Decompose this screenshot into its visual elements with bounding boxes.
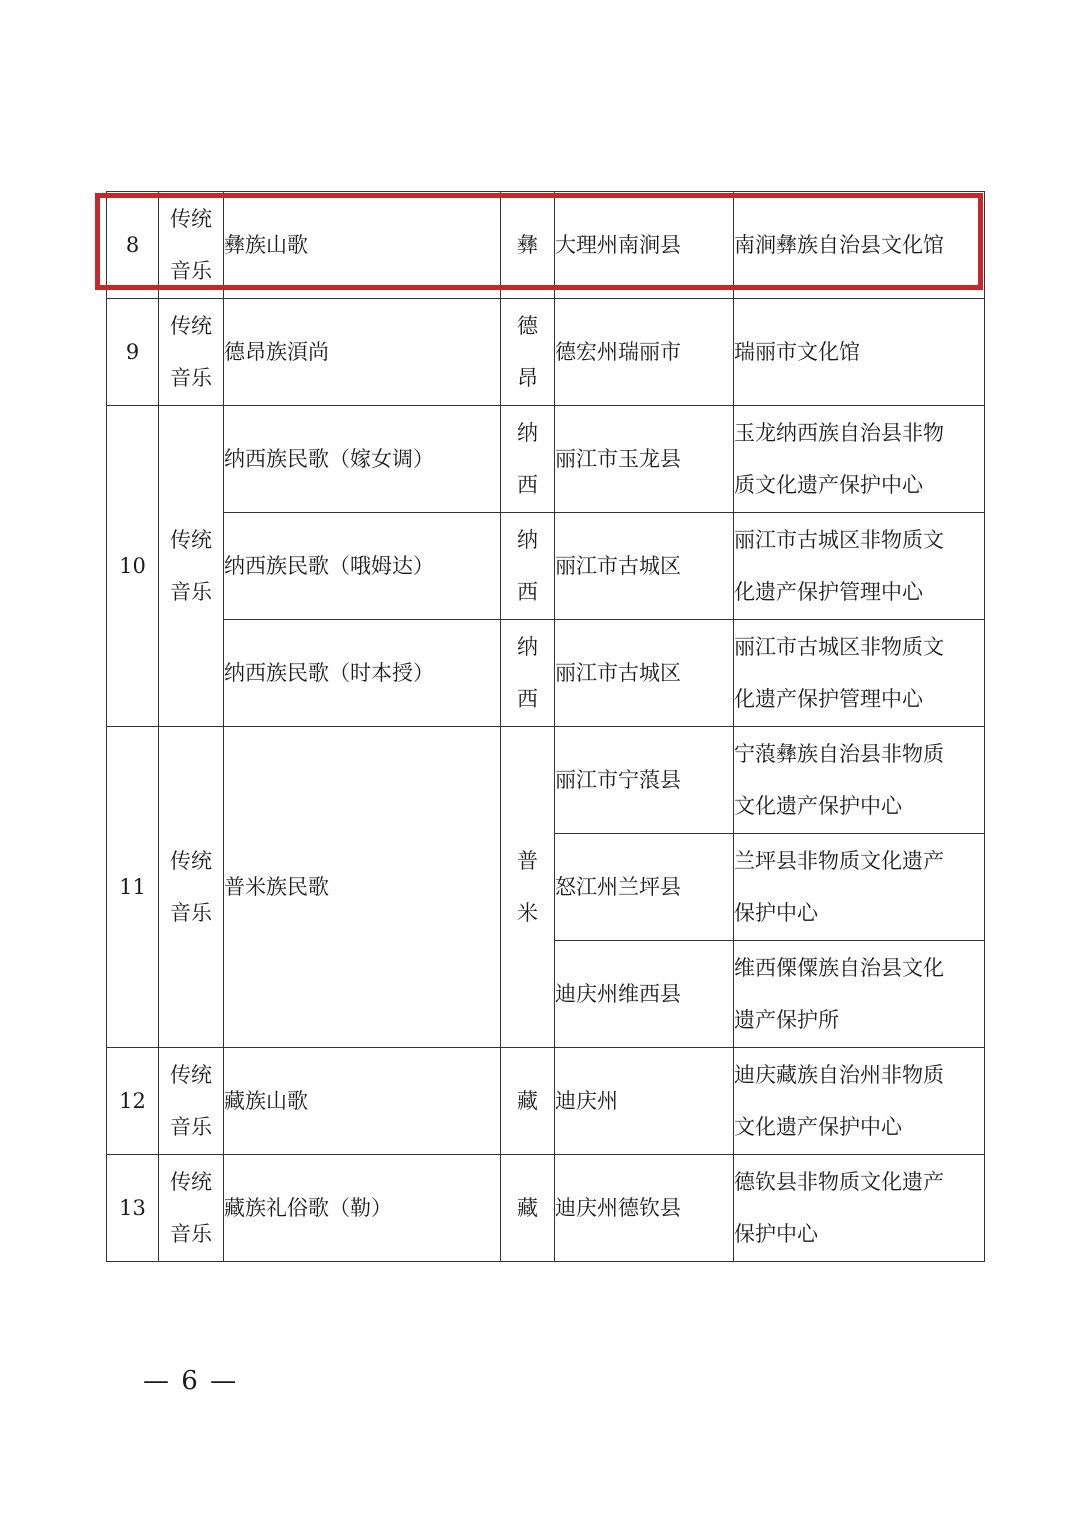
- ethnicity-char: 纳: [517, 635, 538, 659]
- project-name: 彝族山歌: [224, 192, 501, 299]
- protection-unit: [734, 941, 985, 1048]
- project-name: 纳西族民歌（嫁女调）: [224, 406, 501, 513]
- category-line: 音乐: [170, 1115, 212, 1139]
- ethnicity-cell: [501, 192, 555, 299]
- ethnicity-char: 藏: [517, 1089, 538, 1113]
- unit-line: 文化遗产保护中心: [734, 794, 902, 818]
- project-name: 藏族礼俗歌（勒）: [224, 1155, 501, 1262]
- ethnicity-char: 普: [517, 849, 538, 873]
- unit-line: 丽江市古城区非物质文: [734, 528, 944, 552]
- ethnicity-char: 纳: [517, 421, 538, 445]
- ethnicity-cell: [501, 620, 555, 727]
- unit-line: 维西傈僳族自治县文化: [734, 956, 944, 980]
- protection-unit: [734, 1048, 985, 1155]
- category-line: 传统: [170, 528, 212, 552]
- heritage-list-table: [106, 191, 985, 1262]
- category-line: 音乐: [170, 259, 212, 283]
- protection-unit: [734, 299, 985, 406]
- table-row-8: [107, 192, 985, 299]
- region-cell: 丽江市宁蒗县: [555, 727, 734, 834]
- unit-line: 南涧彝族自治县文化馆: [734, 233, 944, 257]
- ethnicity-char: 西: [517, 580, 538, 604]
- region-cell: 大理州南涧县: [555, 192, 734, 299]
- region-cell: 丽江市古城区: [555, 620, 734, 727]
- category-line: 音乐: [170, 580, 212, 604]
- category-line: 音乐: [170, 901, 212, 925]
- ethnicity-char: 德: [517, 314, 538, 338]
- ethnicity-cell: [501, 1155, 555, 1262]
- category-cell: [159, 192, 224, 299]
- category-cell: [159, 1155, 224, 1262]
- table-row-10: [107, 406, 985, 513]
- category-line: 音乐: [170, 366, 212, 390]
- category-line: 音乐: [170, 1222, 212, 1246]
- unit-line: 保护中心: [734, 1222, 818, 1246]
- ethnicity-char: 彝: [517, 233, 538, 257]
- category-line: 传统: [170, 1170, 212, 1194]
- category-cell: [159, 299, 224, 406]
- ethnicity-char: 米: [517, 901, 538, 925]
- unit-line: 兰坪县非物质文化遗产: [734, 849, 944, 873]
- region-cell: 丽江市玉龙县: [555, 406, 734, 513]
- unit-line: 质文化遗产保护中心: [734, 473, 923, 497]
- region-cell: 丽江市古城区: [555, 513, 734, 620]
- project-name: 纳西族民歌（时本授）: [224, 620, 501, 727]
- table-row-9: [107, 299, 985, 406]
- table-row-11: [107, 727, 985, 834]
- ethnicity-char: 昂: [517, 366, 538, 390]
- protection-unit: [734, 513, 985, 620]
- protection-unit: [734, 1155, 985, 1262]
- row-number: 11: [107, 727, 159, 1048]
- page-number: — 6 —: [143, 1366, 239, 1396]
- region-cell: 迪庆州维西县: [555, 941, 734, 1048]
- unit-line: 化遗产保护管理中心: [734, 687, 923, 711]
- protection-unit: [734, 834, 985, 941]
- row-number: 13: [107, 1155, 159, 1262]
- protection-unit: [734, 727, 985, 834]
- unit-line: 文化遗产保护中心: [734, 1115, 902, 1139]
- row-number: 12: [107, 1048, 159, 1155]
- protection-unit: [734, 192, 985, 299]
- region-cell: 迪庆州: [555, 1048, 734, 1155]
- table-row-10-sub: [107, 620, 985, 727]
- ethnicity-char: 藏: [517, 1196, 538, 1220]
- unit-line: 迪庆藏族自治州非物质: [734, 1063, 944, 1087]
- unit-line: 德钦县非物质文化遗产: [734, 1170, 944, 1194]
- project-name: 藏族山歌: [224, 1048, 501, 1155]
- category-cell: [159, 727, 224, 1048]
- ethnicity-char: 纳: [517, 528, 538, 552]
- protection-unit: [734, 406, 985, 513]
- ethnicity-char: 西: [517, 687, 538, 711]
- table-row-12: [107, 1048, 985, 1155]
- ethnicity-cell: [501, 1048, 555, 1155]
- project-name: 普米族民歌: [224, 727, 501, 1048]
- row-number: 10: [107, 406, 159, 727]
- unit-line: 遗产保护所: [734, 1008, 839, 1032]
- project-name: 纳西族民歌（哦姆达）: [224, 513, 501, 620]
- category-cell: [159, 406, 224, 727]
- unit-line: 玉龙纳西族自治县非物: [734, 421, 944, 445]
- ethnicity-char: 西: [517, 473, 538, 497]
- ethnicity-cell: [501, 406, 555, 513]
- unit-line: 宁蒗彝族自治县非物质: [734, 742, 944, 766]
- region-cell: 怒江州兰坪县: [555, 834, 734, 941]
- category-line: 传统: [170, 207, 212, 231]
- protection-unit: [734, 620, 985, 727]
- table-row-13: [107, 1155, 985, 1262]
- category-line: 传统: [170, 1063, 212, 1087]
- category-line: 传统: [170, 849, 212, 873]
- unit-line: 瑞丽市文化馆: [734, 340, 860, 364]
- region-cell: 德宏州瑞丽市: [555, 299, 734, 406]
- unit-line: 丽江市古城区非物质文: [734, 635, 944, 659]
- unit-line: 化遗产保护管理中心: [734, 580, 923, 604]
- region-cell: 迪庆州德钦县: [555, 1155, 734, 1262]
- ethnicity-cell: [501, 299, 555, 406]
- ethnicity-cell: [501, 513, 555, 620]
- category-cell: [159, 1048, 224, 1155]
- category-line: 传统: [170, 314, 212, 338]
- row-number: 8: [107, 192, 159, 299]
- row-number: 9: [107, 299, 159, 406]
- ethnicity-cell: [501, 727, 555, 1048]
- unit-line: 保护中心: [734, 901, 818, 925]
- project-name: 德昂族湏尚: [224, 299, 501, 406]
- table-row-10-sub: [107, 513, 985, 620]
